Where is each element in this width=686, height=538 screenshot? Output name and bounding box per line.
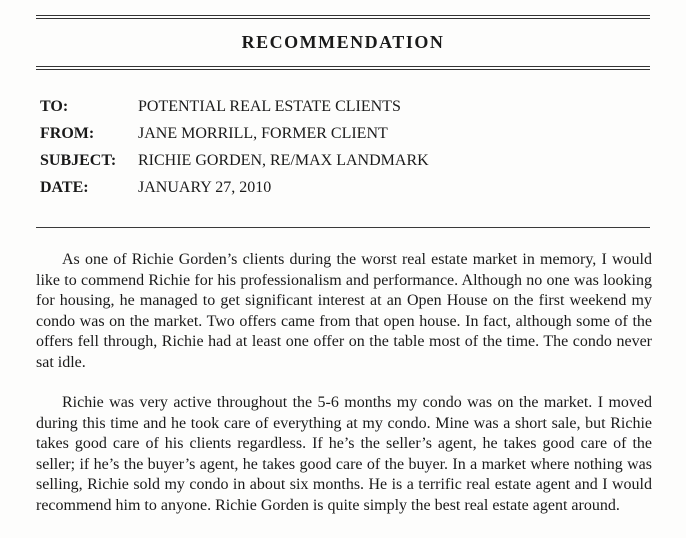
letter-body: [36, 250, 652, 516]
top-rule: [36, 15, 650, 19]
paragraph: As one of Richie Gorden’s clients during the worst real estate market in memory, I would like to commend Richie for his professionalism and performance. Although no one was looking for housing, he managed to get significant interest at an Open House on the first weekend my condo was on the market. Two offers came from that open house. In fact, although some of the offers fell through, Richie had at least one offer on the table most of the time. The condo never sat idle.: [36, 251, 652, 371]
memo-row-to: [40, 93, 640, 120]
paragraph: Richie was very active throughout the 5-6 months my condo was on the market. I moved during this time and he took care of everything at my condo. Mine was a short sale, but Richie takes good care of his clients regardless. If he’s the seller’s agent, he takes good care of the seller; if he’s the buyer’s agent, he takes good care of the buyer. In a market where nothing was selling, Richie sold my condo in about six months. He is a terrific real estate agent and I would recommend him to anyone. Richie Gorden is quite simply the best real estate agent around.: [36, 394, 652, 514]
memo-header: [40, 93, 640, 201]
memo-row-subject: [40, 147, 640, 174]
memo-label: SUBJECT:: [40, 151, 117, 169]
memo-value: POTENTIAL REAL ESTATE CLIENTS: [138, 97, 401, 115]
document-title: RECOMMENDATION: [241, 32, 445, 52]
title-rule: [36, 66, 650, 70]
memo-row-date: [40, 174, 640, 201]
memo-value: JANE MORRILL, FORMER CLIENT: [138, 124, 388, 142]
memo-label: FROM:: [40, 124, 95, 142]
memo-label: TO:: [40, 97, 69, 115]
memo-label: DATE:: [40, 178, 89, 196]
memo-value: RICHIE GORDEN, RE/MAX LANDMARK: [138, 151, 429, 169]
memo-value: JANUARY 27, 2010: [138, 178, 272, 196]
memo-row-from: [40, 120, 640, 147]
memo-divider: [36, 227, 650, 228]
